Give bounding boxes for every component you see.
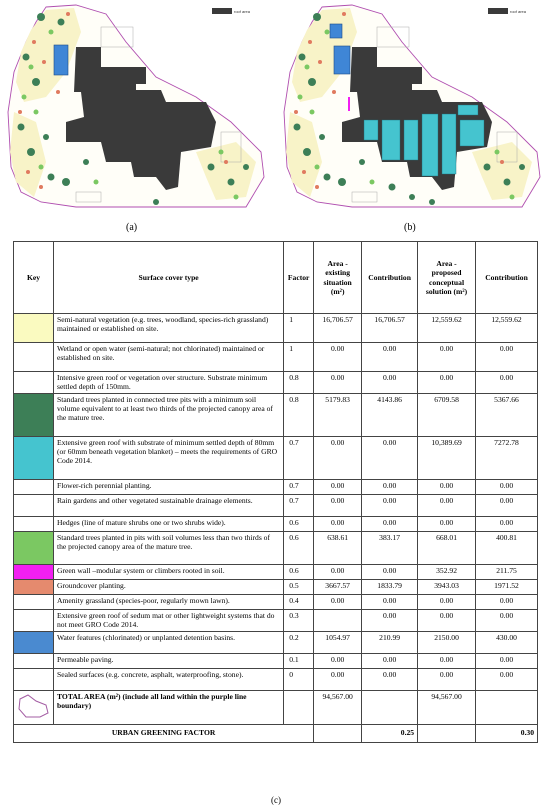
table-row: [14, 479, 538, 494]
row-contribution-proposed: 0.00: [476, 609, 538, 631]
boundary-outline-icon: [14, 691, 52, 721]
row-area-proposed: 352.92: [418, 564, 476, 579]
total-proposed: 94,567.00: [418, 690, 476, 724]
row-contribution-existing: 16,706.57: [362, 314, 418, 343]
row-contribution-proposed: 211.75: [476, 564, 538, 579]
row-area-proposed: 3943.03: [418, 579, 476, 594]
row-surface-type: Extensive green roof with substrate of minimum settled depth of 80mm (or 60mm beneath vegetation blanket) – meets the requirements of GRO Code 2014.: [53, 436, 283, 479]
row-surface-type: Water features (chlorinated) or unplanted detention basins.: [53, 631, 283, 653]
site-plan-proposed-drawing: [282, 2, 544, 217]
ugf-proposed: 0.30: [476, 724, 538, 742]
row-area-existing: 0.00: [314, 372, 362, 394]
row-area-proposed: 0.00: [418, 594, 476, 609]
row-area-existing: 0.00: [314, 343, 362, 372]
row-color-key: [14, 579, 54, 594]
row-area-existing: 0.00: [314, 564, 362, 579]
row-contribution-existing: 4143.86: [362, 393, 418, 436]
row-factor: 0: [284, 668, 314, 690]
table-row: [14, 631, 538, 653]
header-area-existing: Area - existing situation (m²): [314, 242, 362, 314]
table-row: [14, 594, 538, 609]
legend-label-a: roof area: [234, 9, 251, 14]
site-plan-existing-drawing: [6, 2, 268, 217]
row-area-existing: 16,706.57: [314, 314, 362, 343]
row-area-existing: 0.00: [314, 436, 362, 479]
row-area-existing: 3667.57: [314, 579, 362, 594]
row-contribution-existing: 383.17: [362, 531, 418, 564]
ugf-existing: 0.25: [362, 724, 418, 742]
row-surface-type: Semi-natural vegetation (e.g. trees, woodland, species-rich grassland) maintained or established on site.: [53, 314, 283, 343]
table-row: [14, 653, 538, 668]
table-row: [14, 314, 538, 343]
caption-c: (c): [271, 795, 281, 805]
row-contribution-proposed: 12,559.62: [476, 314, 538, 343]
row-contribution-proposed: 430.00: [476, 631, 538, 653]
ugf-label: URBAN GREENING FACTOR: [14, 724, 314, 742]
row-contribution-proposed: 0.00: [476, 372, 538, 394]
row-contribution-existing: 0.00: [362, 436, 418, 479]
total-key-cell: [14, 690, 54, 724]
row-factor: 0.7: [284, 479, 314, 494]
row-contribution-existing: 0.00: [362, 594, 418, 609]
row-factor: 0.8: [284, 372, 314, 394]
row-area-existing: 0.00: [314, 594, 362, 609]
row-surface-type: Hedges (line of mature shrubs one or two shrubs wide).: [53, 516, 283, 531]
row-contribution-proposed: 7272.78: [476, 436, 538, 479]
table-row: [14, 372, 538, 394]
total-label: TOTAL AREA (m²) (include all land within the purple line boundary): [53, 690, 283, 724]
row-area-existing: 5179.83: [314, 393, 362, 436]
row-contribution-proposed: 0.00: [476, 594, 538, 609]
header-area-proposed: Area - proposed conceptual solution (m²): [418, 242, 476, 314]
row-contribution-proposed: 1971.52: [476, 579, 538, 594]
row-color-key: [14, 436, 54, 479]
row-surface-type: Standard trees planted in connected tree pits with a minimum soil volume equivalent to at least two thirds of the projected canopy area of the mature tree.: [53, 393, 283, 436]
row-color-key: [14, 393, 54, 436]
row-factor: 0.7: [284, 436, 314, 479]
row-contribution-existing: 0.00: [362, 372, 418, 394]
row-factor: 0.6: [284, 531, 314, 564]
row-factor: 0.5: [284, 579, 314, 594]
row-area-proposed: 6709.58: [418, 393, 476, 436]
urban-greening-table: [13, 241, 538, 743]
ugf-row: [14, 724, 538, 742]
row-surface-type: Sealed surfaces (e.g. concrete, asphalt, waterproofing, stone).: [53, 668, 283, 690]
header-key: Key: [14, 242, 54, 314]
row-color-key: [14, 564, 54, 579]
row-contribution-existing: 0.00: [362, 343, 418, 372]
row-factor: 1: [284, 343, 314, 372]
row-contribution-proposed: 0.00: [476, 343, 538, 372]
row-area-existing: 638.61: [314, 531, 362, 564]
caption-a: (a): [126, 222, 138, 233]
row-surface-type: Rain gardens and other vegetated sustainable drainage elements.: [53, 494, 283, 516]
row-color-key: [14, 609, 54, 631]
site-plan-proposed: [282, 2, 544, 217]
row-contribution-existing: 0.00: [362, 564, 418, 579]
row-contribution-existing: 0.00: [362, 516, 418, 531]
row-color-key: [14, 314, 54, 343]
table-row: [14, 609, 538, 631]
table-row: [14, 343, 538, 372]
row-area-existing: 0.00: [314, 479, 362, 494]
row-contribution-proposed: 0.00: [476, 494, 538, 516]
row-factor: 0.2: [284, 631, 314, 653]
row-contribution-proposed: 0.00: [476, 479, 538, 494]
row-area-proposed: 668.01: [418, 531, 476, 564]
row-color-key: [14, 668, 54, 690]
row-area-proposed: 10,389.69: [418, 436, 476, 479]
row-contribution-existing: 0.00: [362, 668, 418, 690]
header-contribution-proposed: Contribution: [476, 242, 538, 314]
row-color-key: [14, 343, 54, 372]
row-color-key: [14, 516, 54, 531]
row-contribution-proposed: 5367.66: [476, 393, 538, 436]
row-area-existing: 1054.97: [314, 631, 362, 653]
row-surface-type: Intensive green roof or vegetation over structure. Substrate minimum settled depth of 150mm.: [53, 372, 283, 394]
header-contribution-existing: Contribution: [362, 242, 418, 314]
row-color-key: [14, 372, 54, 394]
row-color-key: [14, 653, 54, 668]
legend-label-b: roof area: [510, 9, 527, 14]
total-row: [14, 690, 538, 724]
row-area-existing: 0.00: [314, 494, 362, 516]
table-row: [14, 516, 538, 531]
row-factor: 0.7: [284, 494, 314, 516]
row-contribution-proposed: 400.81: [476, 531, 538, 564]
row-factor: 0.3: [284, 609, 314, 631]
row-surface-type: Wetland or open water (semi-natural; not chlorinated) maintained or established on site.: [53, 343, 283, 372]
row-contribution-existing: 0.00: [362, 479, 418, 494]
row-contribution-existing: 0.00: [362, 653, 418, 668]
row-contribution-proposed: 0.00: [476, 516, 538, 531]
row-contribution-existing: 0.00: [362, 609, 418, 631]
row-contribution-proposed: 0.00: [476, 653, 538, 668]
table-body: [14, 314, 538, 691]
table-row: [14, 494, 538, 516]
row-factor: 0.6: [284, 564, 314, 579]
row-contribution-existing: 0.00: [362, 494, 418, 516]
row-color-key: [14, 531, 54, 564]
row-contribution-existing: 210.99: [362, 631, 418, 653]
row-factor: 0.4: [284, 594, 314, 609]
total-existing: 94,567.00: [314, 690, 362, 724]
table-row: [14, 436, 538, 479]
header-surface-cover-type: Surface cover type: [53, 242, 283, 314]
table-row: [14, 531, 538, 564]
row-surface-type: Amenity grassland (species-poor, regularly mown lawn).: [53, 594, 283, 609]
row-area-proposed: 0.00: [418, 372, 476, 394]
row-area-existing: [314, 609, 362, 631]
row-surface-type: Extensive green roof of sedum mat or other lightweight systems that do not meet GRO Code 2014.: [53, 609, 283, 631]
row-factor: 0.8: [284, 393, 314, 436]
row-factor: 0.6: [284, 516, 314, 531]
row-surface-type: Standard trees planted in pits with soil volumes less than two thirds of the projected canopy area of the mature tree.: [53, 531, 283, 564]
table-row: [14, 393, 538, 436]
row-area-proposed: 0.00: [418, 668, 476, 690]
row-area-proposed: 0.00: [418, 609, 476, 631]
site-plans: [0, 0, 550, 240]
row-factor: 1: [284, 314, 314, 343]
header-factor: Factor: [284, 242, 314, 314]
site-plan-existing: [6, 2, 268, 217]
caption-b: (b): [404, 222, 416, 233]
row-area-existing: 0.00: [314, 653, 362, 668]
row-area-proposed: 0.00: [418, 479, 476, 494]
row-surface-type: Groundcover planting.: [53, 579, 283, 594]
row-color-key: [14, 479, 54, 494]
table-row: [14, 668, 538, 690]
row-surface-type: Permeable paving.: [53, 653, 283, 668]
table-row: [14, 564, 538, 579]
row-area-proposed: 2150.00: [418, 631, 476, 653]
row-surface-type: Green wall –modular system or climbers rooted in soil.: [53, 564, 283, 579]
row-color-key: [14, 494, 54, 516]
row-contribution-proposed: 0.00: [476, 668, 538, 690]
row-area-proposed: 0.00: [418, 516, 476, 531]
row-surface-type: Flower-rich perennial planting.: [53, 479, 283, 494]
row-area-existing: 0.00: [314, 516, 362, 531]
row-color-key: [14, 631, 54, 653]
row-area-existing: 0.00: [314, 668, 362, 690]
row-color-key: [14, 594, 54, 609]
row-area-proposed: 0.00: [418, 343, 476, 372]
row-area-proposed: 0.00: [418, 494, 476, 516]
row-area-proposed: 12,559.62: [418, 314, 476, 343]
table-row: [14, 579, 538, 594]
row-contribution-existing: 1833.79: [362, 579, 418, 594]
row-factor: 0.1: [284, 653, 314, 668]
table-header-row: [14, 242, 538, 314]
row-area-proposed: 0.00: [418, 653, 476, 668]
